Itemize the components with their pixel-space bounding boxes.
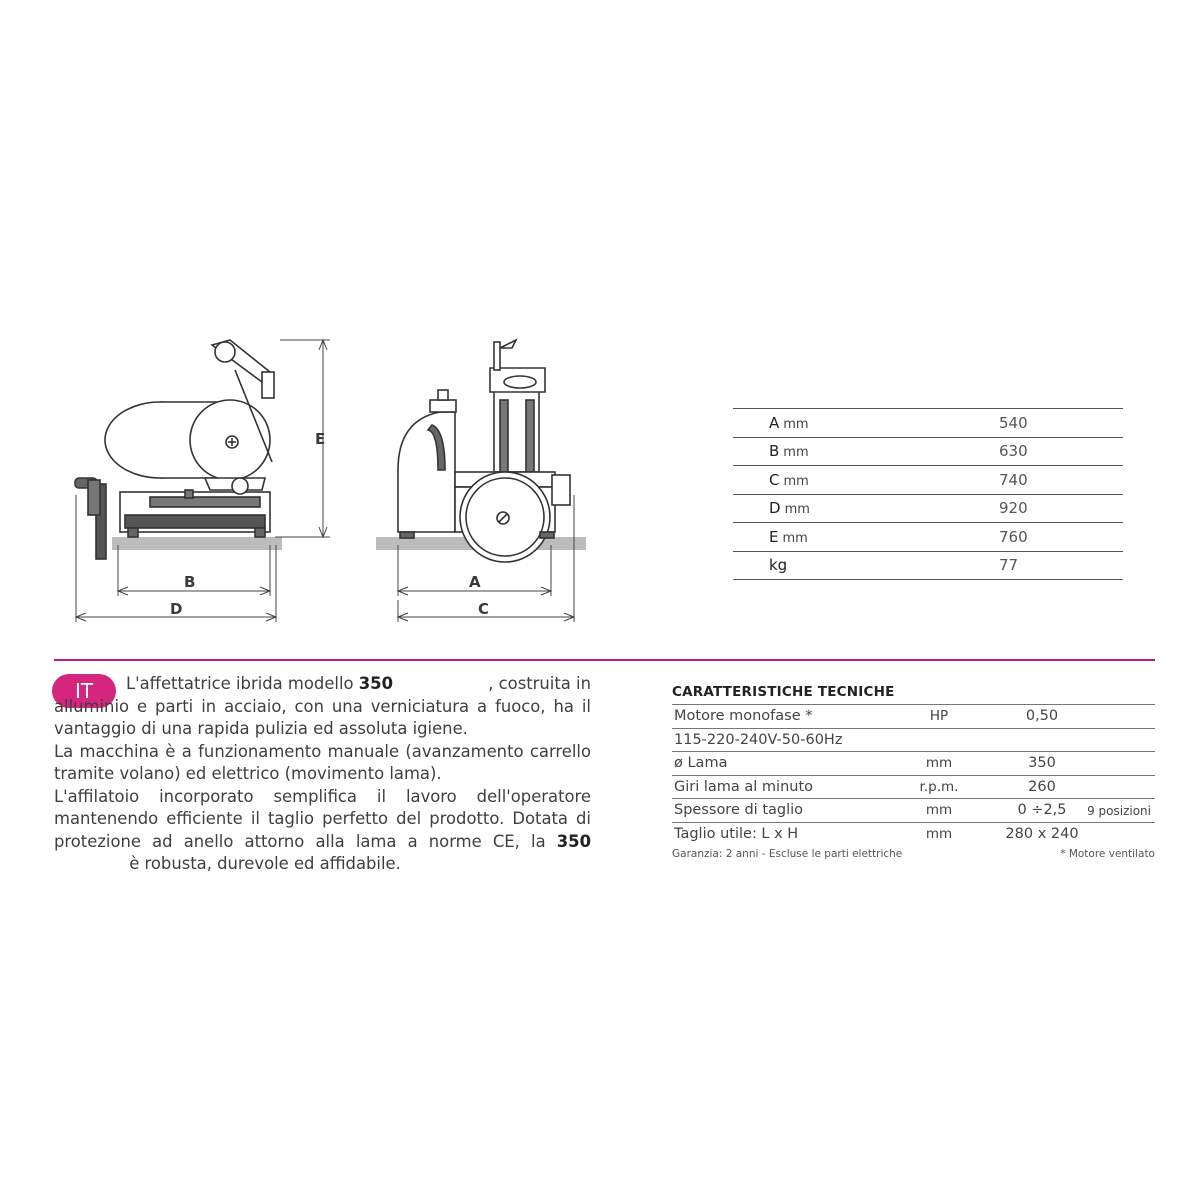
- spec-label: Spessore di taglio: [674, 802, 804, 818]
- table-row: [733, 523, 1123, 552]
- dimension-key: C: [769, 470, 780, 489]
- dimension-key: kg: [769, 556, 788, 575]
- dimension-value: 920: [814, 494, 1123, 523]
- dimension-key: B: [769, 442, 780, 461]
- model-name: 350: [358, 674, 393, 693]
- dimensions-table: [733, 408, 1123, 580]
- dimension-key: D: [769, 499, 781, 518]
- description-text: L'affilatoio incorporato semplifica il lavoro dell'operatore mantenendo efficiente il taglio perfetto del prodotto. Dotata di protezione ad anello attorno alla lama a norme CE, la: [54, 786, 591, 851]
- dimension-key: A: [769, 413, 780, 432]
- description-text: L'affettatrice ibrida modello: [126, 674, 359, 693]
- specs-footer: [672, 848, 1155, 864]
- side-view-dimensions: [76, 340, 330, 622]
- spec-label: Giri lama al minuto: [674, 778, 814, 795]
- dimension-value: 740: [814, 466, 1123, 495]
- dimension-value: 540: [814, 409, 1123, 438]
- specs-title: CARATTERISTICHE TECNICHE: [672, 684, 895, 700]
- spec-label: 115-220-240V-50-60Hz: [674, 731, 843, 748]
- spec-unit: mm: [925, 825, 953, 842]
- warranty-note: Garanzia: 2 anni - Escluse le parti elettriche: [672, 848, 903, 860]
- dimension-value: 77: [814, 551, 1123, 580]
- table-row: [733, 551, 1123, 580]
- model-name: 350: [556, 831, 591, 851]
- product-description: [54, 673, 591, 876]
- dimension-key: E: [769, 527, 779, 546]
- description-text: , costruita in alluminio e parti in acciaio, con una verniciatura a fuoco, ha il vantaggio di una rapida pulizia ed assoluta igiene.: [54, 674, 591, 738]
- spec-row: [672, 704, 1155, 728]
- dimension-unit: mm: [782, 530, 808, 546]
- spec-label: Motore monofase *: [674, 708, 813, 724]
- front-view-slicer: [376, 340, 586, 562]
- dimension-label-b: B: [184, 573, 196, 591]
- spec-unit: mm: [925, 802, 953, 818]
- description-paragraph-1: [54, 673, 591, 741]
- dimension-unit: mm: [783, 445, 809, 461]
- table-row: [733, 409, 1123, 438]
- technical-specs: [672, 684, 1155, 864]
- dimension-unit: mm: [784, 502, 810, 518]
- table-row: [733, 494, 1123, 523]
- spec-extra: 9 posizioni: [1087, 804, 1151, 818]
- spec-row: [672, 751, 1155, 775]
- spec-label: ø Lama: [674, 755, 728, 771]
- description-text: è robusta, durevole ed affidabile.: [124, 854, 401, 873]
- spec-value: 280 x 240: [1005, 825, 1079, 842]
- dimension-label-d: D: [170, 600, 183, 618]
- motor-note: * Motore ventilato: [1060, 848, 1155, 860]
- spec-unit: r.p.m.: [919, 778, 959, 795]
- spec-value: 0 ÷2,5: [1017, 802, 1067, 818]
- dimension-label-e: E: [315, 430, 326, 448]
- spec-label: Taglio utile: L x H: [674, 825, 799, 842]
- spec-unit: HP: [929, 708, 949, 724]
- dimension-unit: mm: [783, 416, 809, 432]
- pink-separator-line: [54, 659, 1155, 661]
- spec-value: 260: [1028, 778, 1056, 795]
- dimension-label-a: A: [469, 573, 481, 591]
- language-badge: IT: [52, 674, 116, 708]
- side-view-slicer: [75, 340, 282, 559]
- spec-value: 0,50: [1025, 708, 1059, 724]
- spec-value: 350: [1028, 755, 1056, 771]
- dimension-value: 760: [814, 523, 1123, 552]
- dimension-value: 630: [814, 437, 1123, 466]
- spec-row: [672, 728, 1155, 752]
- description-paragraph-2: La macchina è a funzionamento manuale (avanzamento carrello tramite volano) ed elettrico (movimento lama).: [54, 741, 591, 783]
- spec-row: [672, 798, 1155, 822]
- description-paragraph-3: [54, 786, 591, 876]
- table-row: [733, 437, 1123, 466]
- dimension-unit: mm: [783, 473, 809, 489]
- dimension-label-c: C: [478, 600, 490, 618]
- spec-row: [672, 775, 1155, 799]
- spec-unit: mm: [925, 755, 953, 771]
- table-row: [733, 466, 1123, 495]
- spec-row: [672, 822, 1155, 846]
